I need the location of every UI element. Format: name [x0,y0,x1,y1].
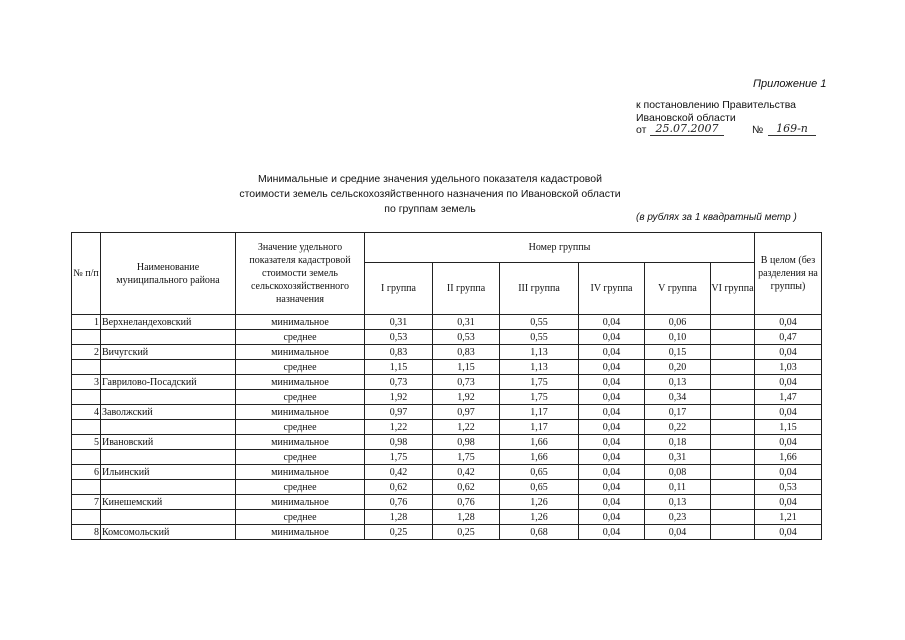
table-row [72,360,822,375]
decree-date-row [636,124,836,140]
table-row [72,435,822,450]
group-value [711,345,755,360]
value-kind: среднее [236,330,365,345]
district-number [72,330,101,345]
group-value: 0,34 [645,390,711,405]
district-number: 2 [72,345,101,360]
header-district-name: Наименование муниципального района [101,233,236,315]
total-value: 0,04 [755,435,822,450]
district-name [101,510,236,525]
cadastral-table-container [71,232,822,540]
total-value: 0,47 [755,330,822,345]
decree-line-1: к постановлению Правительства [636,99,797,111]
units-note: (в рублях за 1 квадратный метр ) [636,212,797,223]
group-value [711,495,755,510]
group-value: 1,26 [500,510,579,525]
group-value [711,450,755,465]
group-value: 0,04 [579,345,645,360]
header-value-kind: Значение удельного показателя кадастровой стоимости земель сельскохозяйственного назначения [236,233,365,315]
group-value: 0,13 [645,375,711,390]
group-value: 0,55 [500,315,579,330]
district-name: Верхнеландеховский [101,315,236,330]
total-value: 0,04 [755,405,822,420]
group-value: 0,76 [365,495,433,510]
value-kind: минимальное [236,405,365,420]
group-value: 1,75 [500,375,579,390]
district-number: 8 [72,525,101,540]
district-name: Ивановский [101,435,236,450]
title-line-3: по группам земель [384,203,476,215]
title-line-2: стоимости земель сельскохозяйственного назначения по Ивановской области [239,188,621,200]
header-group-2: II группа [433,263,500,315]
table-row [72,330,822,345]
group-value: 0,04 [579,435,645,450]
district-number: 7 [72,495,101,510]
group-value: 0,68 [500,525,579,540]
appendix-label: Приложение 1 [753,78,827,90]
group-value: 1,92 [365,390,433,405]
group-value: 0,25 [365,525,433,540]
district-number: 5 [72,435,101,450]
district-number: 6 [72,465,101,480]
table-row [72,510,822,525]
group-value [711,510,755,525]
group-value: 0,62 [365,480,433,495]
group-value: 0,06 [645,315,711,330]
group-value: 0,83 [433,345,500,360]
group-value: 1,66 [500,450,579,465]
group-value [711,420,755,435]
group-value: 0,04 [579,480,645,495]
district-number [72,450,101,465]
group-value: 0,55 [500,330,579,345]
group-value: 0,04 [579,390,645,405]
group-value: 1,17 [500,420,579,435]
table-row [72,405,822,420]
district-number: 3 [72,375,101,390]
total-value: 0,04 [755,525,822,540]
group-value: 1,28 [365,510,433,525]
district-name: Ильинский [101,465,236,480]
group-value [711,360,755,375]
group-value: 1,22 [433,420,500,435]
table-row [72,420,822,435]
group-value: 0,42 [433,465,500,480]
value-kind: среднее [236,390,365,405]
group-value: 0,13 [645,495,711,510]
group-value: 0,04 [579,510,645,525]
group-value: 0,65 [500,465,579,480]
table-row [72,375,822,390]
group-value: 0,04 [579,315,645,330]
total-value: 0,04 [755,465,822,480]
district-number [72,480,101,495]
group-value: 1,15 [433,360,500,375]
group-value [711,330,755,345]
total-value: 1,03 [755,360,822,375]
value-kind: минимальное [236,375,365,390]
district-name [101,480,236,495]
table-row [72,525,822,540]
total-value: 0,53 [755,480,822,495]
group-value: 0,97 [433,405,500,420]
group-value: 0,11 [645,480,711,495]
group-value: 0,04 [579,450,645,465]
group-value [711,375,755,390]
district-name [101,330,236,345]
group-value: 1,13 [500,345,579,360]
title-line-1: Минимальные и средние значения удельного показателя кадастровой [258,173,602,185]
group-value: 0,04 [579,360,645,375]
group-value: 1,26 [500,495,579,510]
total-value: 1,47 [755,390,822,405]
group-value [711,465,755,480]
group-value: 0,04 [579,405,645,420]
group-value: 1,28 [433,510,500,525]
value-kind: среднее [236,450,365,465]
value-kind: минимальное [236,345,365,360]
header-total: В целом (без разделения на группы) [755,233,822,315]
group-value: 0,73 [365,375,433,390]
group-value: 0,62 [433,480,500,495]
header-group-number: Номер группы [365,233,755,263]
group-value: 0,22 [645,420,711,435]
group-value: 0,73 [433,375,500,390]
date-prefix: от [636,124,647,136]
group-value: 0,04 [579,330,645,345]
value-kind: минимальное [236,315,365,330]
value-kind: минимальное [236,435,365,450]
table-row [72,315,822,330]
district-name [101,450,236,465]
header-group-1: I группа [365,263,433,315]
total-value: 1,15 [755,420,822,435]
group-value [711,435,755,450]
district-name [101,360,236,375]
district-number: 4 [72,405,101,420]
group-value: 0,15 [645,345,711,360]
group-value: 0,04 [579,525,645,540]
table-row [72,465,822,480]
group-value: 1,92 [433,390,500,405]
district-name: Заволжский [101,405,236,420]
group-value: 0,04 [579,375,645,390]
group-value: 1,13 [500,360,579,375]
decree-number: 169-п [768,122,816,136]
header-group-6: VI группа [711,263,755,315]
total-value: 0,04 [755,345,822,360]
group-value: 0,65 [500,480,579,495]
group-value: 1,17 [500,405,579,420]
group-value: 0,08 [645,465,711,480]
group-value: 0,04 [579,420,645,435]
group-value: 0,04 [579,465,645,480]
group-value: 0,17 [645,405,711,420]
group-value [711,315,755,330]
group-value: 1,75 [500,390,579,405]
district-name: Комсомольский [101,525,236,540]
group-value: 0,18 [645,435,711,450]
table-row [72,390,822,405]
district-name: Кинешемский [101,495,236,510]
total-value: 1,21 [755,510,822,525]
total-value: 0,04 [755,375,822,390]
total-value: 0,04 [755,495,822,510]
header-no: № п/п [72,233,101,315]
group-value: 1,22 [365,420,433,435]
district-name [101,390,236,405]
header-group-4: IV группа [579,263,645,315]
value-kind: среднее [236,510,365,525]
value-kind: минимальное [236,525,365,540]
district-number: 1 [72,315,101,330]
table-row [72,480,822,495]
group-value: 0,97 [365,405,433,420]
group-value: 0,98 [433,435,500,450]
group-value: 1,15 [365,360,433,375]
decree-date: 25.07.2007 [650,122,724,136]
table-row [72,495,822,510]
decree-line-2: Ивановской области [636,112,736,124]
group-value: 0,10 [645,330,711,345]
table-body [72,315,822,540]
group-value: 1,75 [433,450,500,465]
document-title [220,172,640,217]
group-value [711,480,755,495]
number-prefix: № [752,124,764,136]
value-kind: среднее [236,480,365,495]
group-value: 0,31 [645,450,711,465]
group-value: 0,04 [579,495,645,510]
total-value: 1,66 [755,450,822,465]
group-value: 0,83 [365,345,433,360]
district-number [72,420,101,435]
header-group-3: III группа [500,263,579,315]
district-name: Вичугский [101,345,236,360]
group-value: 0,31 [433,315,500,330]
district-number [72,360,101,375]
group-value: 0,76 [433,495,500,510]
group-value: 0,20 [645,360,711,375]
group-value: 0,23 [645,510,711,525]
cadastral-value-table [71,232,822,540]
group-value: 0,04 [645,525,711,540]
district-name: Гаврилово-Посадский [101,375,236,390]
district-name [101,420,236,435]
group-value [711,405,755,420]
total-value: 0,04 [755,315,822,330]
table-row [72,345,822,360]
table-row [72,450,822,465]
group-value [711,525,755,540]
group-value: 0,53 [365,330,433,345]
group-value [711,390,755,405]
value-kind: среднее [236,360,365,375]
district-number [72,390,101,405]
group-value: 0,25 [433,525,500,540]
group-value: 0,53 [433,330,500,345]
group-value: 1,75 [365,450,433,465]
district-number [72,510,101,525]
group-value: 0,98 [365,435,433,450]
header-group-5: V группа [645,263,711,315]
value-kind: минимальное [236,495,365,510]
group-value: 0,42 [365,465,433,480]
value-kind: среднее [236,420,365,435]
value-kind: минимальное [236,465,365,480]
group-value: 1,66 [500,435,579,450]
group-value: 0,31 [365,315,433,330]
